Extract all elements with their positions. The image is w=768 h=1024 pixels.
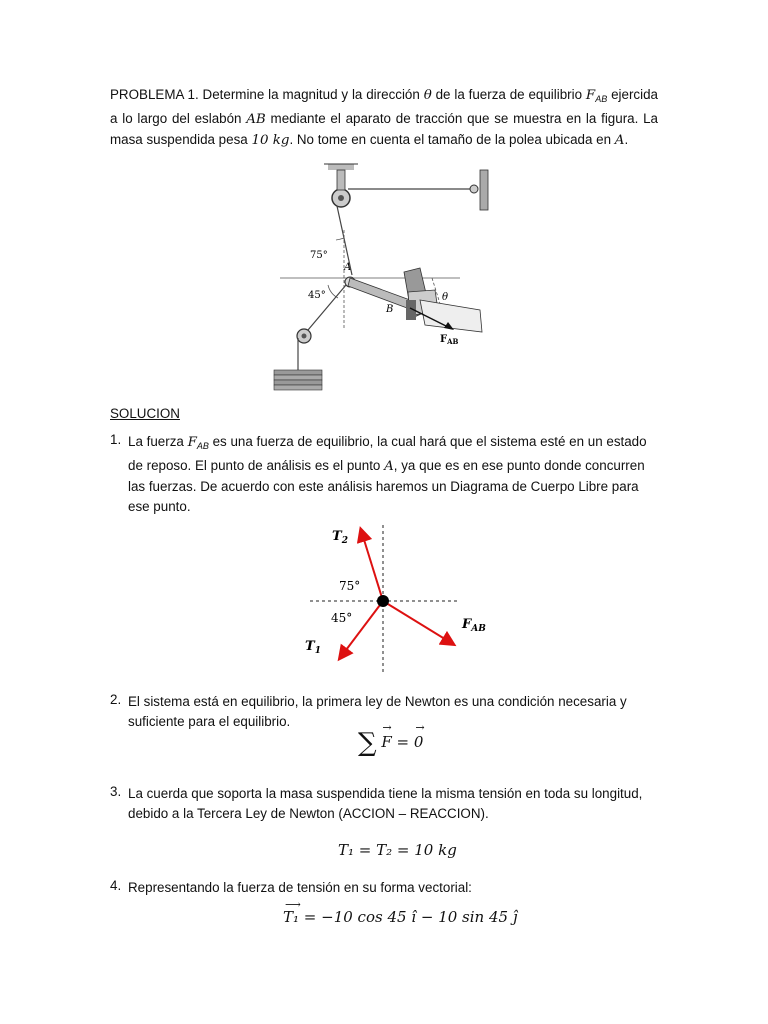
- top-support: [328, 164, 354, 170]
- item-2-text: El sistema está en equilibrio, la primera ley de Newton es una condición necesaria y suficiente para el equilibrio.: [128, 694, 627, 729]
- theta-label: θ: [442, 292, 449, 303]
- angle-75-fbd-label: 75°: [339, 579, 361, 593]
- item-2-number: 2.: [110, 692, 122, 707]
- suspended-mass: [274, 370, 322, 390]
- equilibrium-equation: ∑ → → F = 0: [358, 721, 425, 758]
- wall-support: [480, 170, 488, 210]
- vector-equation: ⟶ T₁ = −10 cos 45 î − 10 sin 45 ĵ: [283, 898, 518, 926]
- point-a-label: A: [344, 262, 352, 273]
- angle-45-label: 45°: [308, 290, 326, 301]
- t2-arrow: [361, 530, 383, 601]
- item-3-number: 3.: [110, 784, 122, 799]
- fab-force-label: $F_{AB}$: [440, 334, 459, 346]
- tension-equation: T₁ = T₂ = 10 kg: [338, 841, 457, 859]
- free-body-diagram: [295, 520, 505, 680]
- t1-arrow: [340, 601, 383, 658]
- item-4-number: 4.: [110, 878, 122, 893]
- t2-label: $T_2$: [332, 529, 348, 546]
- traction-apparatus-figure: [260, 160, 500, 395]
- item-4-text: Representando la fuerza de tensión en su forma vectorial:: [128, 880, 472, 895]
- item-3-text: La cuerda que soporta la masa suspendida tiene la misma tensión en toda su longitud, debido a la Tercera Ley de Newton (ACCION – REACCION).: [128, 786, 643, 821]
- solution-heading: SOLUCION: [110, 406, 180, 421]
- angle-45-fbd-label: 45°: [331, 611, 353, 625]
- point-a-dot: [377, 595, 389, 607]
- angle-75-label: 75°: [310, 250, 328, 261]
- fab-arrow: [383, 601, 453, 644]
- link-ab: [348, 278, 410, 308]
- t1-label: $T_1$: [305, 639, 321, 656]
- item-1-text: La fuerza $F_{AB}$ es una fuerza de equilibrio, la cual hará que el sistema esté en un estado de reposo. El punto de análisis es el punto A, ya que es en ese punto donde concurren las fuerzas. De acuerdo con este análisis haremos un Diagrama de Cuerpo Libre para ese punto.: [128, 434, 647, 514]
- problem-label: PROBLEMA 1.: [110, 87, 199, 102]
- problem-statement: PROBLEMA 1. Determine la magnitud y la dirección θ de la fuerza de equilibrio $F_{AB}$ ejercida a lo largo del eslabón AB mediante el aparato de tracción que se muestra en la figura. La masa suspendida pesa 10 kg. No tome en cuenta el tamaño de la polea ubicada en A.: [110, 87, 658, 148]
- item-1-number: 1.: [110, 432, 122, 447]
- point-b-label: B: [386, 304, 394, 315]
- fab-fbd-label: $F_{AB}$: [462, 617, 486, 634]
